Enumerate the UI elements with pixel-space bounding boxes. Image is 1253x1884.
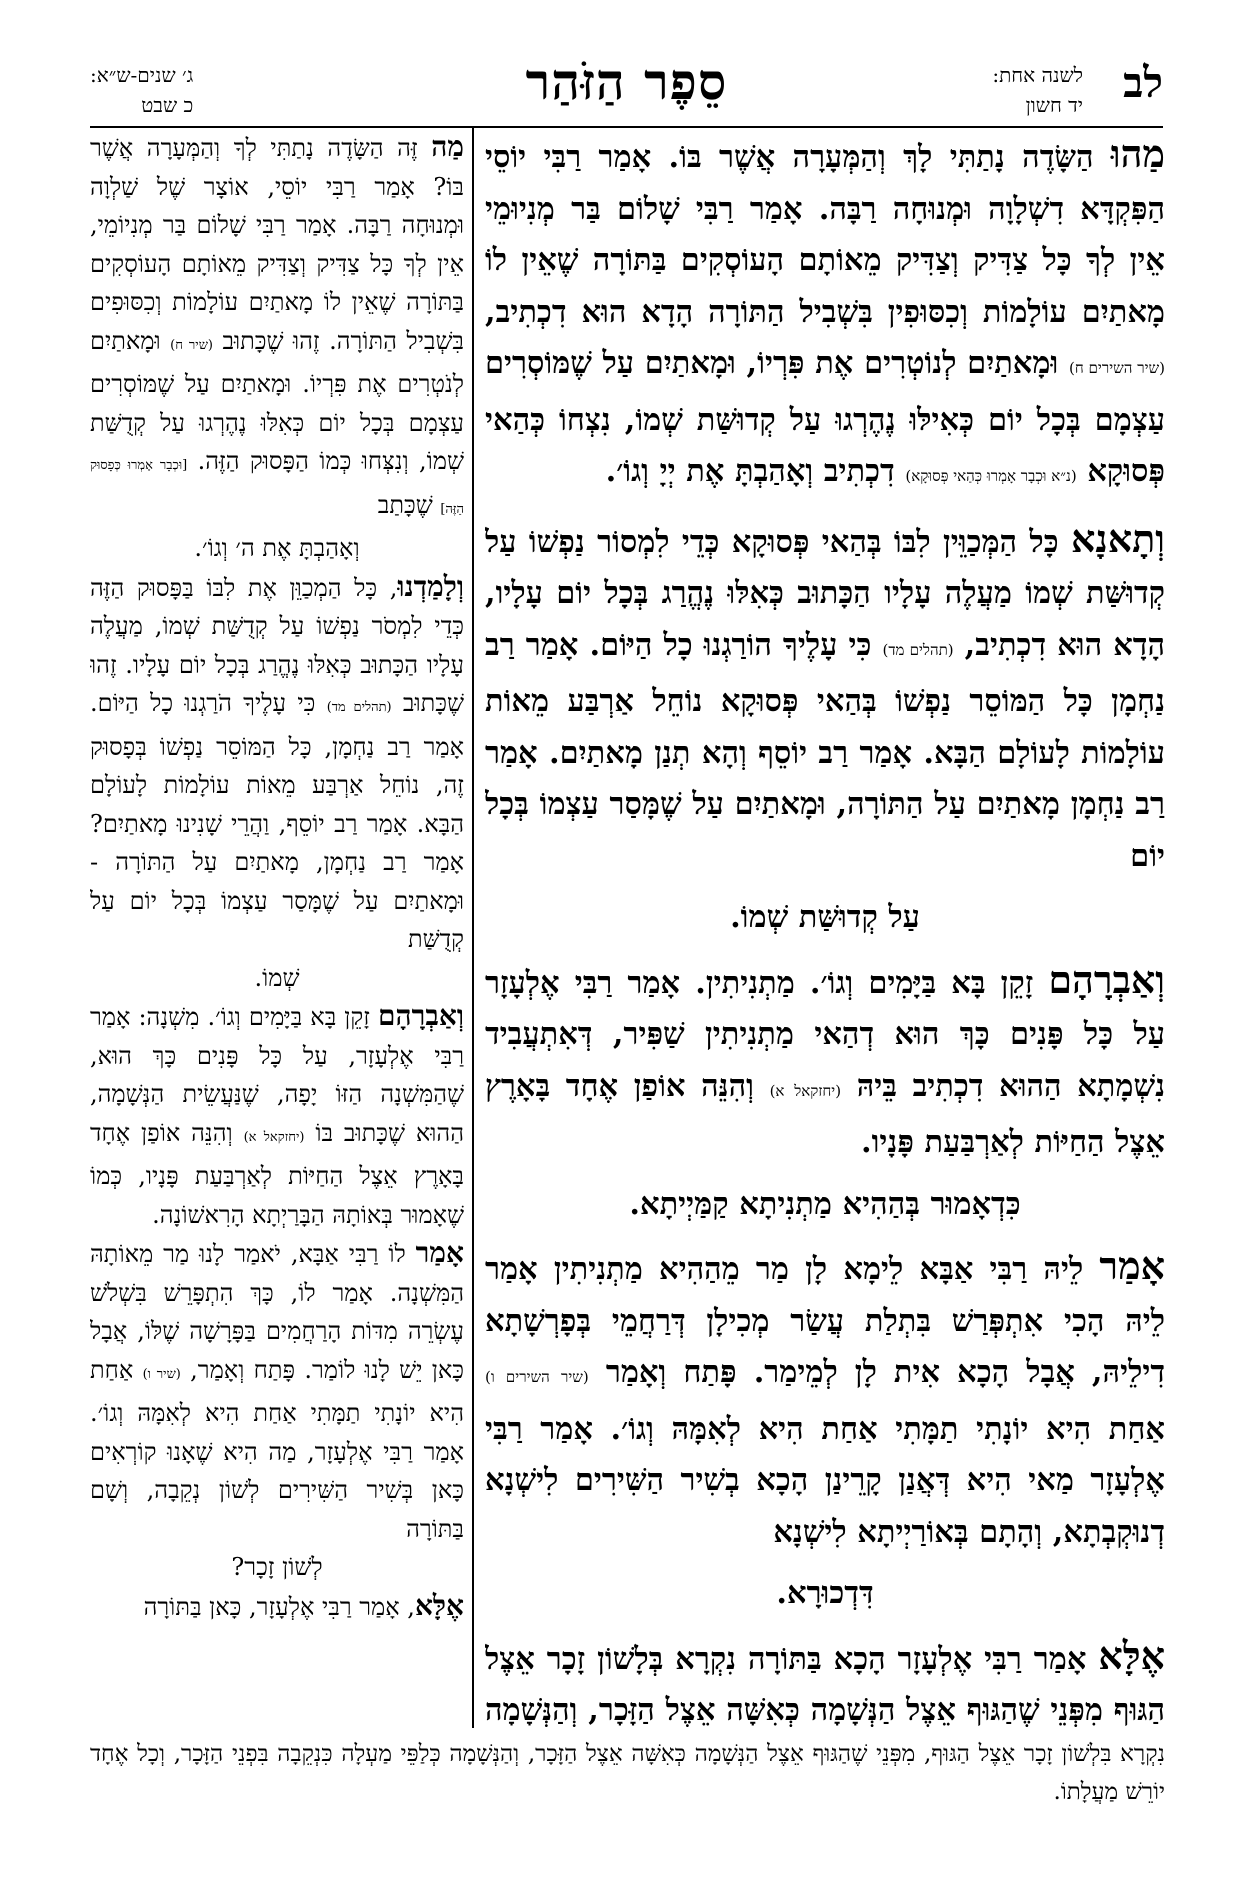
side-paragraph-5: [90, 1587, 464, 1627]
verse-reference: (שיר השירים ו): [485, 1368, 589, 1386]
schedule-one-year: לשנה אחת:: [992, 63, 1083, 87]
verse-reference: (שיר ח): [170, 337, 213, 353]
side-paragraph-4: [90, 1234, 464, 1548]
side-paragraph-1-end: וְאָהַבְתָּ אֶת ה׳ וְגוֹ׳.: [194, 534, 360, 562]
paragraph-lead-word: וְלָמַדְנוּ: [397, 569, 464, 603]
paragraph-lead-word: מַהוּ: [1110, 131, 1165, 176]
verse-reference: (יחזקאל א): [769, 1081, 842, 1100]
paragraph-text: הַשָּׂדֶה נָתַתִּי לָךְ וְהַמְּעָרָה אֲשֶׁר בּוֹ. אָמַר רַבִּי יוֹסֵי הַפִּקְדָּא דִשְׁלָוָה וּמְנוּחָה רַבָּה. אָמַר רַבִּי שָׁלוֹם בַּר מְנִיוּמֵי אֵין לְךָ כָּל צַדִּיק וְצַדִּיק מֵאוֹתָם הָעוֹסְקִים בַּתּוֹרָה שֶׁאֵין לוֹ מָאתַיִם עוֹלָמוֹת וְכִסּוּפִין בִּשְׁבִיל הַתּוֹרָה הָדָא הוּא דִכְתִיב,: [485, 139, 1165, 330]
column-divider: [472, 128, 474, 1728]
paragraph-text: כָּל הַמְּכַוֵּין לִבּוֹ בְּהַאי פְּסוּקָא כְּדֵי לִמְסוֹר נַפְשׁוֹ עַל קְדוּשַּׁת שְׁמוֹ מַעֲלֶה עָלָיו הַכָּתוּב כְּאִלּוּ נֶהֱרַג בְּכָל יוֹם עָלָיו, הָדָא הוּא דִכְתִיב,: [485, 523, 1165, 663]
verse-reference: (יחזקאל א): [243, 1129, 305, 1145]
verse-reference: (שיר ו): [142, 1366, 181, 1382]
paragraph-lead-word: וְאַבְרָהָם: [1048, 956, 1165, 1002]
schedule-date-right: יד חשון: [1025, 93, 1083, 117]
side-paragraph-2: [90, 568, 464, 959]
paragraph-text: אָמַר רַבִּי אֶלְעָזָר הָכָא בַּתּוֹרָה נִקְרָא בְּלָשׁוֹן זָכָר אֵצֶל הַגּוּף מִפְּנֵי שֶׁהַגּוּף אֵצֶל הַנְּשָׁמָה כְּאִשָּׁה אֵצֶל הַזָּכָר, וְהַנְּשָׁמָה: [485, 1640, 1165, 1728]
main-paragraph-3-end: כִּדְאָמוּר בְּהַהִיא מַתְנִיתָא קַמַּיְיתָא.: [629, 1185, 1021, 1222]
paragraph-text: לוֹ רַבִּי אַבָּא, יֹאמַר לָנוּ מַר מֵאוֹתָהּ הַמִּשְׁנָה. אָמַר לוֹ, כָּךְ הִתְפָּרֵשׁ בִּשְׁלֹשׁ עֶשְׂרֵה מִדּוֹת הָרַחֲמִים בַּפָּרָשָׁה שֶׁלּוֹ, אֲבָל כָּאן יֵשׁ לָנוּ לוֹמַר. פָּתַח וְאָמַר,: [90, 1240, 464, 1384]
paragraph-text: לֵיהּ רַבִּי אַבָּא לֵימָא לָן מַר מֵהַהִיא מַתְנִיתִין אָמַר לֵיהּ הָכִי אִתְפְּרַשׁ בִּתְלַת עֲשַׂר מְכִילָן דְּרַחֲמֵי בְּפָרְשָׁתָא דִילֵיהּ, אֲבָל הָכָא אִית לָן לְמֵימַר. פָּתַח וְאָמַר: [485, 1251, 1165, 1390]
side-paragraph-3: [90, 997, 464, 1234]
schedule-three-years: ג׳ שנים-ש״א:: [90, 63, 194, 87]
paragraph-text: וְהִנֵּה אוֹפַן אֶחָד בָּאָרֶץ אֵצֶל הַחַיּוֹת לְאַרְבַּעַת פָּנָיו.: [485, 1067, 1165, 1160]
schedule-date-left: כ שבט: [141, 93, 194, 117]
main-paragraph-5: [485, 1630, 1165, 1729]
page-number: לב: [1123, 58, 1163, 107]
verse-reference: (תהלים מד): [882, 640, 954, 659]
main-paragraph-1: [485, 128, 1165, 503]
paragraph-text: אַחַת הִיא יוֹנָתִי תַמָּתִי אַחַת הִיא לְאִמָּהּ וְגוֹ׳. אָמַר רַבִּי אֶלְעָזָר, מַה הִיא שֶׁאָנוּ קוֹרְאִים כָּאן בְּשִׁיר הַשִּׁירִים לְשׁוֹן נְקֵבָה, וְשָׁם בַּתּוֹרָה: [90, 1355, 464, 1543]
paragraph-lead-word: מַה: [431, 130, 464, 163]
main-paragraph-3: [485, 954, 1165, 1169]
main-paragraph-2-end: עַל קְדוּשַּׁת שְׁמוֹ.: [730, 899, 920, 935]
variant-note: [וּכְבָר אָמְרוּ כְּפָסוּק הַזֶּה]: [90, 458, 464, 517]
main-paragraph-4: [485, 1240, 1165, 1558]
verse-reference: (שיר השירים ח): [1068, 359, 1165, 377]
study-schedule-left: [90, 60, 193, 120]
paragraph-text: זֶּה הַשָּׂדֶה נָתַתִּי לְךָ וְהַמְּעָרָה אֲשֶׁר בּוֹ? אָמַר רַבִּי יוֹסֵי, אוֹצָר שֶׁל שַׁלְוָה וּמְנוּחָה רַבָּה. אָמַר רַבִּי שָׁלוֹם בַּר מְנִיוֹמֵי, אֵין לְךָ כָּל צַדִּיק וְצַדִּיק מֵאוֹתָם הָעוֹסְקִים בַּתּוֹרָה שֶׁאֵין לוֹ מָאתַיִם עוֹלָמוֹת וְכִסּוּפִים בִּשְׁבִיל הַתּוֹרָה. זֶהוּ שֶׁכָּתוּב: [90, 134, 464, 355]
paragraph-lead-word: אֶלָּא: [414, 1588, 464, 1622]
main-column: [485, 128, 1165, 1728]
side-paragraph-1: [90, 128, 464, 529]
main-paragraph-4-end: דִּדְכוּרָא.: [776, 1575, 874, 1611]
paragraph-text: זָקֵן בָּא בַּיָּמִים וְגוֹ׳. מַתְנִיתִין. אָמַר רַבִּי אֶלְעָזָר עַל כָּל פָּנִים כָּךְ הוּא דְהַאי מַתְנִיתִין שַׁפִּיר, דְּאִתְעֲבִיד נִשְׁמָתָא הַהוּא דִכְתִיב בֵּיהּ: [485, 964, 1165, 1104]
side-paragraph-2-end: שְׁמוֹ.: [254, 963, 300, 992]
paragraph-lead-word: אָמַר: [1099, 1243, 1165, 1288]
variant-note: (נ״א וּכְבָר אָמְרוּ כְּהַאי פְּסוּקָא): [905, 467, 1077, 485]
paragraph-text: וּמָאתַיִם לְנֹטְרִים אֶת פִּרְיוֹ. וּמָאתַיִם עַל שֶׁמּוֹסְרִים עַצְמָם בְּכָל יוֹם כְּאִלּוּ נֶהֶרְגוּ עַל קְדֻשַּׁת שְׁמוֹ, וְנִצְּחוּ כְּמוֹ הַפָּסוּק הַזֶּה.: [90, 326, 464, 475]
paragraph-text: זָקֵן בָּא בַּיָּמִים וְגוֹ׳. מִשְׁנָה: אָמַר רַבִּי אֶלְעָזָר, עַל כָּל פָּנִים כָּךְ הוּא, שֶׁהַמִּשְׁנָה הַזּוֹ יָפָה, שֶׁנַּעֲשֵׂית הַנְּשָׁמָה, הַהוּא שֶׁכָּתוּב בּוֹ: [90, 1003, 464, 1147]
paragraph-text: שֶׁכָּתַב: [377, 490, 441, 519]
page-header: [90, 52, 1163, 122]
translation-column: [90, 128, 464, 1728]
paragraph-text: דִכְתִיב וְאָהַבְתָּ אֶת יְיָ וְגוֹ׳.: [605, 453, 906, 489]
paragraph-text: , כָּל הַמְכַוֵּן אֶת לִבּוֹ בַּפָּסוּק הַזֶּה כְּדֵי לִמְסֹר נַפְשׁוֹ עַל קְדֻשַּׁת שְׁמוֹ, מַעֲלֶה עָלָיו הַכָּתוּב כְּאִלּוּ נֶהֱרַג בְּכָל יוֹם עָלָיו. זֶהוּ שֶׁכָּתוּב: [90, 573, 464, 717]
verse-reference: (תהלים מד): [326, 700, 392, 715]
paragraph-text: כִּי עָלֶיךָ הֹרַגְנוּ כָל הַיּוֹם. אָמַר רַב נַחְמָן, כָּל הַמּוֹסֵר נַפְשׁוֹ בְּפָסוּק זֶה, נוֹחֵל אַרְבַּע מֵאוֹת עוֹלָמוֹת לָעוֹלָם הַבָּא. אָמַר רַב יוֹסֵף, וַהֲרֵי שָׁנִינוּ מָאתַיִם? אָמַר רַב נַחְמָן, מָאתַיִם עַל הַתּוֹרָה - וּמָאתַיִם עַל שֶׁמָּסַר עַצְמוֹ בְּכָל יוֹם עַל קְדֻשַּׁת: [90, 689, 464, 953]
paragraph-text: אַחַת הִיא יוֹנָתִי תַמָּתִי אַחַת הִיא לְאִמָּהּ וְגוֹ׳. אָמַר רַבִּי אֶלְעָזָר מַאי הִיא דְּאֲנַן קָרֵינַן הָכָא בְשִׁיר הַשִּׁירִים לִישְׁנָא דְנוּקְבְתָא, וְהָתָם בְּאוֹרַיְיתָא לִישְׁנָא: [485, 1410, 1165, 1550]
paragraph-text: , אָמַר רַבִּי אֶלְעָזָר, כָּאן בַּתּוֹרָה: [143, 1592, 415, 1621]
paragraph-lead-word: וְאַבְרָהָם: [378, 999, 464, 1032]
paragraph-lead-word: אָמַר: [415, 1236, 464, 1269]
translation-continuation: נִקְרָא בִּלְשׁוֹן זָכָר אֵצֶל הַגּוּף, מִפְּנֵי שֶׁהַגּוּף אֵצֶל הַנְּשָׁמָה כְּאִשָּׁה אֵצֶל הַזָּכָר, וְהַנְּשָׁמָה כְּלַפֵּי מַעְלָה כִּנְקֵבָה בִּפְנֵי הַזָּכָר, וְכָל אֶחָד יוֹרֵשׁ מַעֲלָתוֹ.: [90, 1741, 1165, 1805]
side-paragraph-4-end: לְשׁוֹן זָכָר?: [231, 1553, 323, 1581]
paragraph-text: וְהִנֵּה אוֹפַן אֶחָד בָּאָרֶץ אֵצֶל הַחַיּוֹת לְאַרְבַּעַת פָּנָיו, כְּמוֹ שֶׁאָמוּר בְּאוֹתָהּ הַבָּרַיְתָא הָרִאשׁוֹנָה.: [90, 1118, 464, 1229]
paragraph-lead-word: אֶלָּא: [1098, 1632, 1165, 1678]
paragraph-text: וּמָאתַיִם לְנוֹטְרִים אֶת פִּרְיוֹ, וּמָאתַיִם עַל שֶׁמּוֹסְרִים עַצְמָם בְּכָל יוֹם כְּאִילּוּ נֶהֶרְגוּ עַל קְדוּשַּׁת שְׁמוֹ, נִצְחוֹ כְּהַאי פְּסוּקָא: [485, 345, 1165, 489]
paragraph-text: כִּי עָלֶיךָ הוֹרַגְנוּ כָל הַיּוֹם. אָמַר רַב נַחְמָן כָּל הַמּוֹסֵר נַפְשׁוֹ בְּהַאי פְּסוּקָא נוֹחֵל אַרְבַּע מֵאוֹת עוֹלָמוֹת לָעוֹלָם הַבָּא. אָמַר רַב יוֹסֵף וְהָא תְנַן מָאתַיִם. אָמַר רַב נַחְמָן מָאתַיִם עַל הַתּוֹרָה, וּמָאתַיִם עַל שֶׁמָּסַר עַצְמוֹ בְּכָל יוֹם: [485, 626, 1165, 874]
paragraph-lead-word: וְתָאנָא: [1070, 515, 1165, 561]
main-paragraph-2: [485, 513, 1165, 883]
book-title: סֵפֶר הַזֹּהַר: [525, 52, 728, 111]
